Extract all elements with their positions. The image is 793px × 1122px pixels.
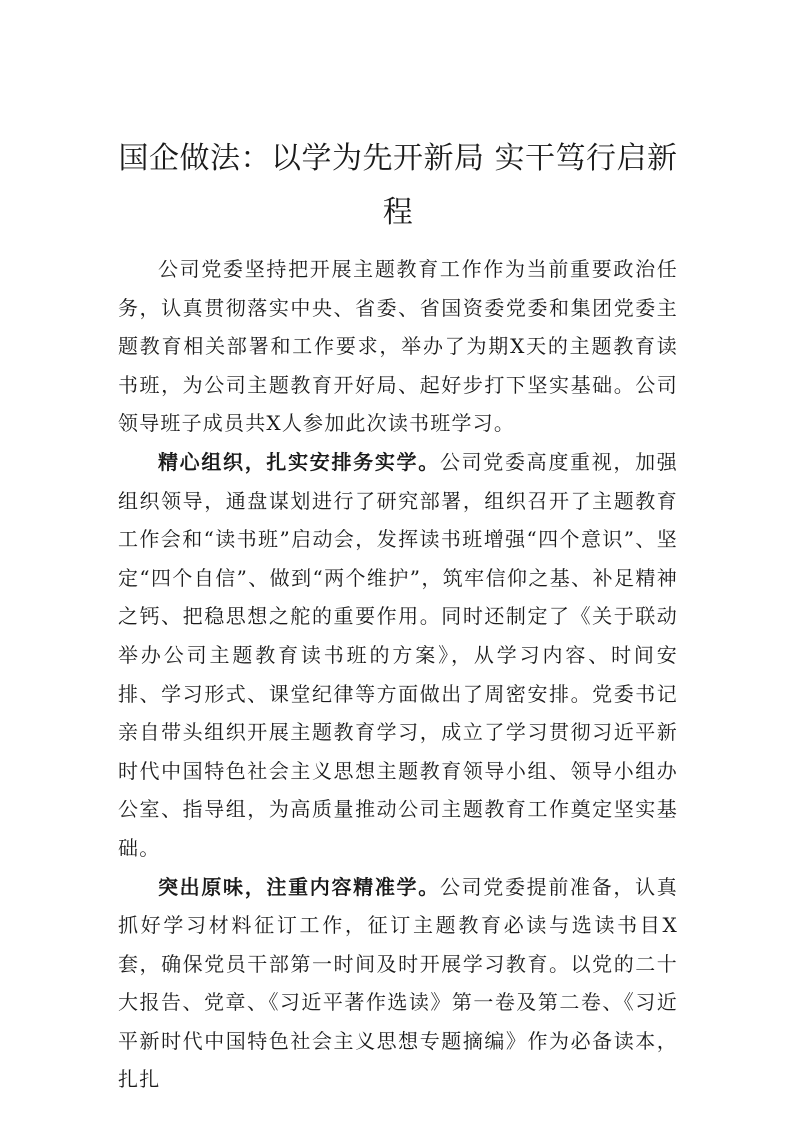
paragraph-text: 公司党委提前准备，认真抓好学习材料征订工作，征订主题教育必读与选读书目X套，确保党员干部第一时间及时开展学习教育。以党的二十大报告、党章、《习近平著作选读》第一卷及第二卷、《习近平新时代中国特色社会主义思想专题摘编》作为必备读本，扎扎	[118, 874, 679, 1092]
paragraph-lead: 突出原味，注重内容精准学。	[158, 874, 440, 899]
document-title: 国企做法：以学为先开新局 实干笃行启新程	[118, 141, 678, 230]
paragraph-organization	[118, 443, 678, 868]
paragraph-lead: 精心组织，扎实安排务实学。	[158, 449, 440, 474]
paragraph-content	[118, 868, 678, 1100]
paragraph-text: 公司党委坚持把开展主题教育工作作为当前重要政治任务，认真贯彻落实中央、省委、省国资委党委和集团党委主题教育相关部署和工作要求，举办了为期X天的主题教育读书班，为公司主题教育开好局、起好步打下坚实基础。公司领导班子成员共X人参加此次读书班学习。	[118, 257, 678, 436]
document-body	[118, 250, 678, 1099]
paragraph-intro	[118, 250, 678, 443]
paragraph-text: 公司党委高度重视，加强组织领导，通盘谋划进行了研究部署，组织召开了主题教育工作会和“读书班”启动会，发挥读书班增强“四个意识”、坚定“四个自信”、做到“两个维护”，筑牢信仰之基、补足精神之钙、把稳思想之舵的重要作用。同时还制定了《关于联动举办公司主题教育读书班的方案》，从学习内容、时间安排、学习形式、课堂纪律等方面做出了周密安排。党委书记亲自带头组织开展主题教育学习，成立了学习贯彻习近平新时代中国特色社会主义思想主题教育领导小组、领导小组办公室、指导组，为高质量推动公司主题教育工作奠定坚实基础。	[118, 449, 679, 860]
